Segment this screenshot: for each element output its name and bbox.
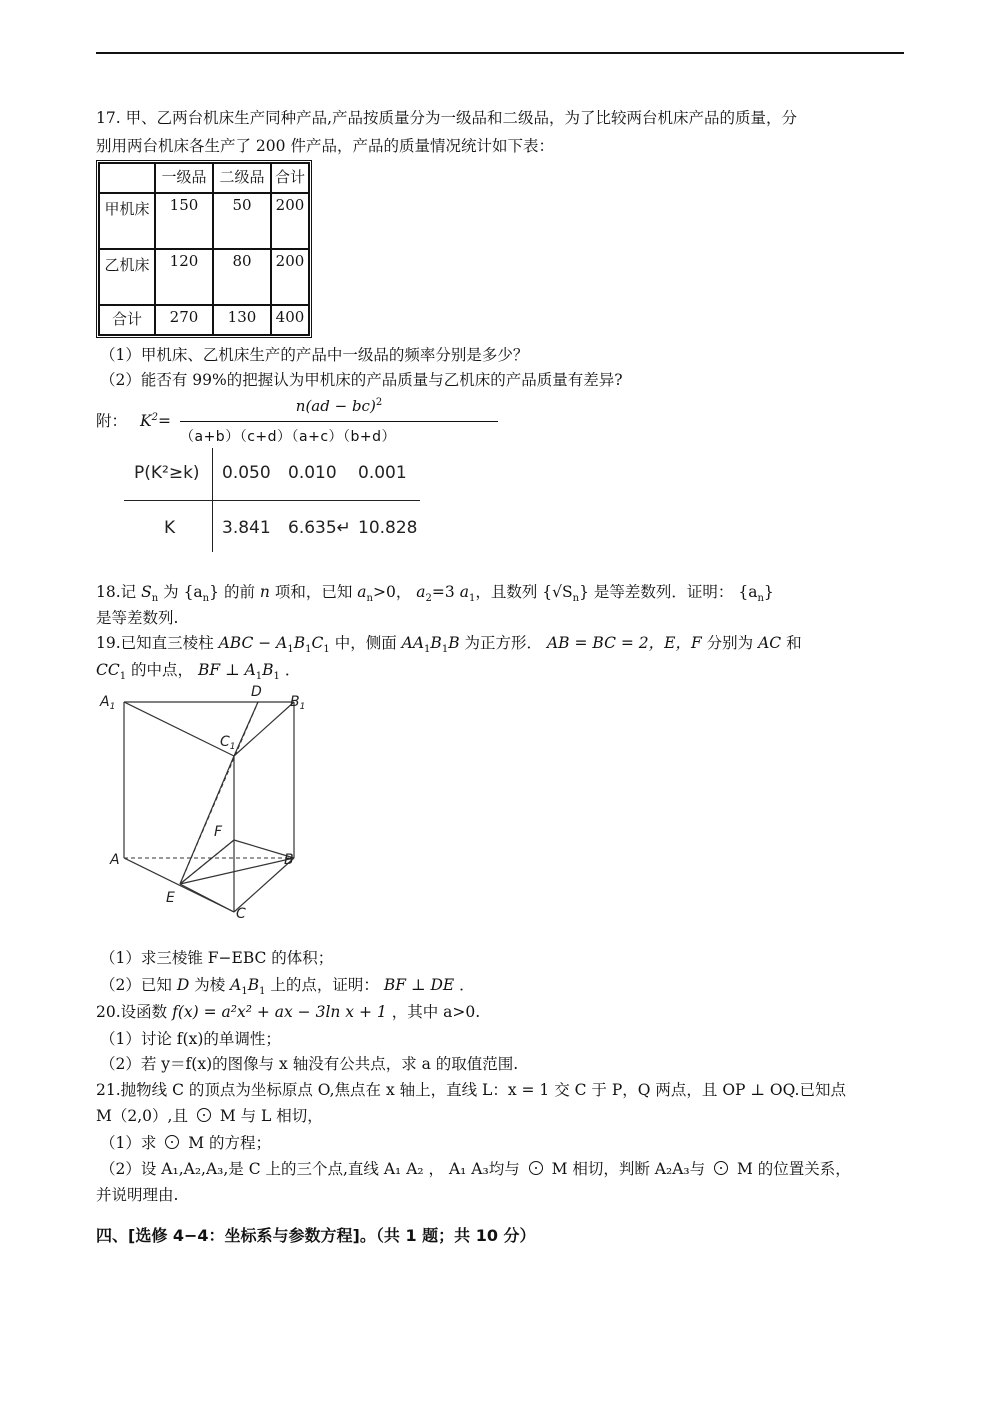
circle-dot-icon: [714, 1161, 728, 1175]
formula-lhs: $K^2=$: [140, 412, 171, 431]
q19-line1: 19.已知直三棱柱 ABC − $A_1B_1C_1$ 中，侧面 $AA_1B_1B$ 为正方形． AB = BC = 2，E，F 分别为 AC 和: [96, 634, 802, 656]
appendix-label: 附：: [96, 412, 128, 430]
table-cell: 200: [271, 193, 309, 249]
q21-line2: M（2,0）,且 M 与 L 相切，: [96, 1107, 323, 1125]
q19-line2: $CC_1$ 的中点， BF ⊥ $A_1B_1$ ．: [96, 661, 301, 683]
table-cell: 150: [155, 193, 213, 249]
crit-header-label: P(K²≥k): [134, 463, 200, 483]
table-cell: 120: [155, 249, 213, 305]
q21-part1: （1）求 M 的方程；: [100, 1134, 272, 1152]
table-header-row: [99, 163, 309, 193]
table-row: [99, 193, 309, 249]
q20-part2: （2）若 y＝f(x)的图像与 x 轴没有公共点，求 a 的取值范围.: [100, 1055, 519, 1073]
q21-line1: 21.抛物线 C 的顶点为坐标原点 O,焦点在 x 轴上，直线 L：x = 1 交 C 于 P，Q 两点，且 OP ⊥ OQ.已知点: [96, 1081, 846, 1099]
label-C: C: [236, 906, 246, 920]
q17-part1: （1）甲机床、乙机床生产的产品中一级品的频率分别是多少？: [100, 346, 529, 364]
fraction-bar: [180, 421, 498, 422]
table-cell: 80: [213, 249, 271, 305]
table-cell: 甲机床: [99, 193, 155, 249]
label-A: A: [110, 852, 120, 868]
label-B1: $B_1$: [290, 694, 306, 712]
crit-prob: 0.010: [288, 463, 337, 483]
formula-denominator: （a+b）（c+d）（a+c）（b+d）: [180, 429, 397, 445]
label-B: B: [284, 852, 294, 868]
q21-part2: （2）设 A₁,A₂,A₃,是 C 上的三个点,直线 A₁ A₂ ， A₁ A₃均与 M 相切，判断 A₂A₃与 M 的位置关系，: [100, 1160, 851, 1178]
label-A1: $A_1$: [100, 694, 116, 712]
quality-table: [96, 160, 312, 338]
circle-dot-icon: [529, 1161, 543, 1175]
q17-part2: （2）能否有 99%的把握认为甲机床的产品质量与乙机床的产品质量有差异?: [100, 371, 623, 389]
section4-heading: 四、[选修 4−4：坐标系与参数方程]。（共 1 题；共 10 分）: [96, 1226, 536, 1245]
table-cell: 二级品: [213, 163, 271, 193]
table-cell: 130: [213, 305, 271, 335]
label-C1: $C_1$: [220, 734, 236, 752]
table-cell: 200: [271, 249, 309, 305]
label-D: D: [251, 684, 262, 700]
prism-figure: [96, 680, 326, 920]
table-cell: [99, 163, 155, 193]
q21-line3: 并说明理由.: [96, 1186, 179, 1204]
table-row: [99, 305, 309, 335]
crit-row-label: K: [164, 518, 176, 538]
formula-numerator: n(ad − bc)$^2$: [295, 397, 383, 415]
table-cell: 270: [155, 305, 213, 335]
circle-dot-icon: [165, 1135, 179, 1149]
table-cell: 合计: [271, 163, 309, 193]
table-cell: 乙机床: [99, 249, 155, 305]
q17-line1: 17. 甲、乙两台机床生产同种产品,产品按质量分为一级品和二级品，为了比较两台机床产品的质量，分: [96, 109, 798, 127]
q20-line1: 20.设函数 f(x) = a²x² + ax − 3ln x + 1 ，其中 a>0.: [96, 1003, 481, 1021]
crit-value: 3.841: [222, 518, 271, 538]
label-E: E: [166, 890, 175, 906]
top-rule: [96, 52, 904, 54]
circle-dot-icon: [197, 1108, 211, 1122]
table-cell: 合计: [99, 305, 155, 335]
q19-part2: （2）已知 D 为棱 $A_1B_1$ 上的点，证明： BF ⊥ DE ．: [100, 976, 475, 998]
table-cell: 400: [271, 305, 309, 335]
k2-formula: [180, 397, 498, 446]
crit-value: 10.828: [358, 518, 418, 538]
crit-value: 6.635↵: [288, 518, 351, 538]
table-row: [99, 249, 309, 305]
crit-table-hline: [124, 500, 420, 501]
crit-prob: 0.001: [358, 463, 407, 483]
q18-line2: 是等差数列.: [96, 609, 179, 627]
table-cell: 50: [213, 193, 271, 249]
label-F: F: [214, 824, 223, 840]
q19-part1: （1）求三棱锥 F−EBC 的体积；: [100, 949, 334, 967]
crit-prob: 0.050: [222, 463, 271, 483]
q20-part1: （1）讨论 f(x)的单调性；: [100, 1030, 281, 1048]
q18-line1: 18.记 $S_n$ 为 $\{a_n\}$ 的前 n 项和，已知 $a_n>0$， $a_2=3$ $a_1$，且数列 $\{√S_n\}$ 是等差数列．证明： $\{a_n\}$: [96, 583, 774, 605]
table-cell: 一级品: [155, 163, 213, 193]
q17-line2: 别用两台机床各生产了 200 件产品，产品的质量情况统计如下表：: [96, 137, 554, 155]
